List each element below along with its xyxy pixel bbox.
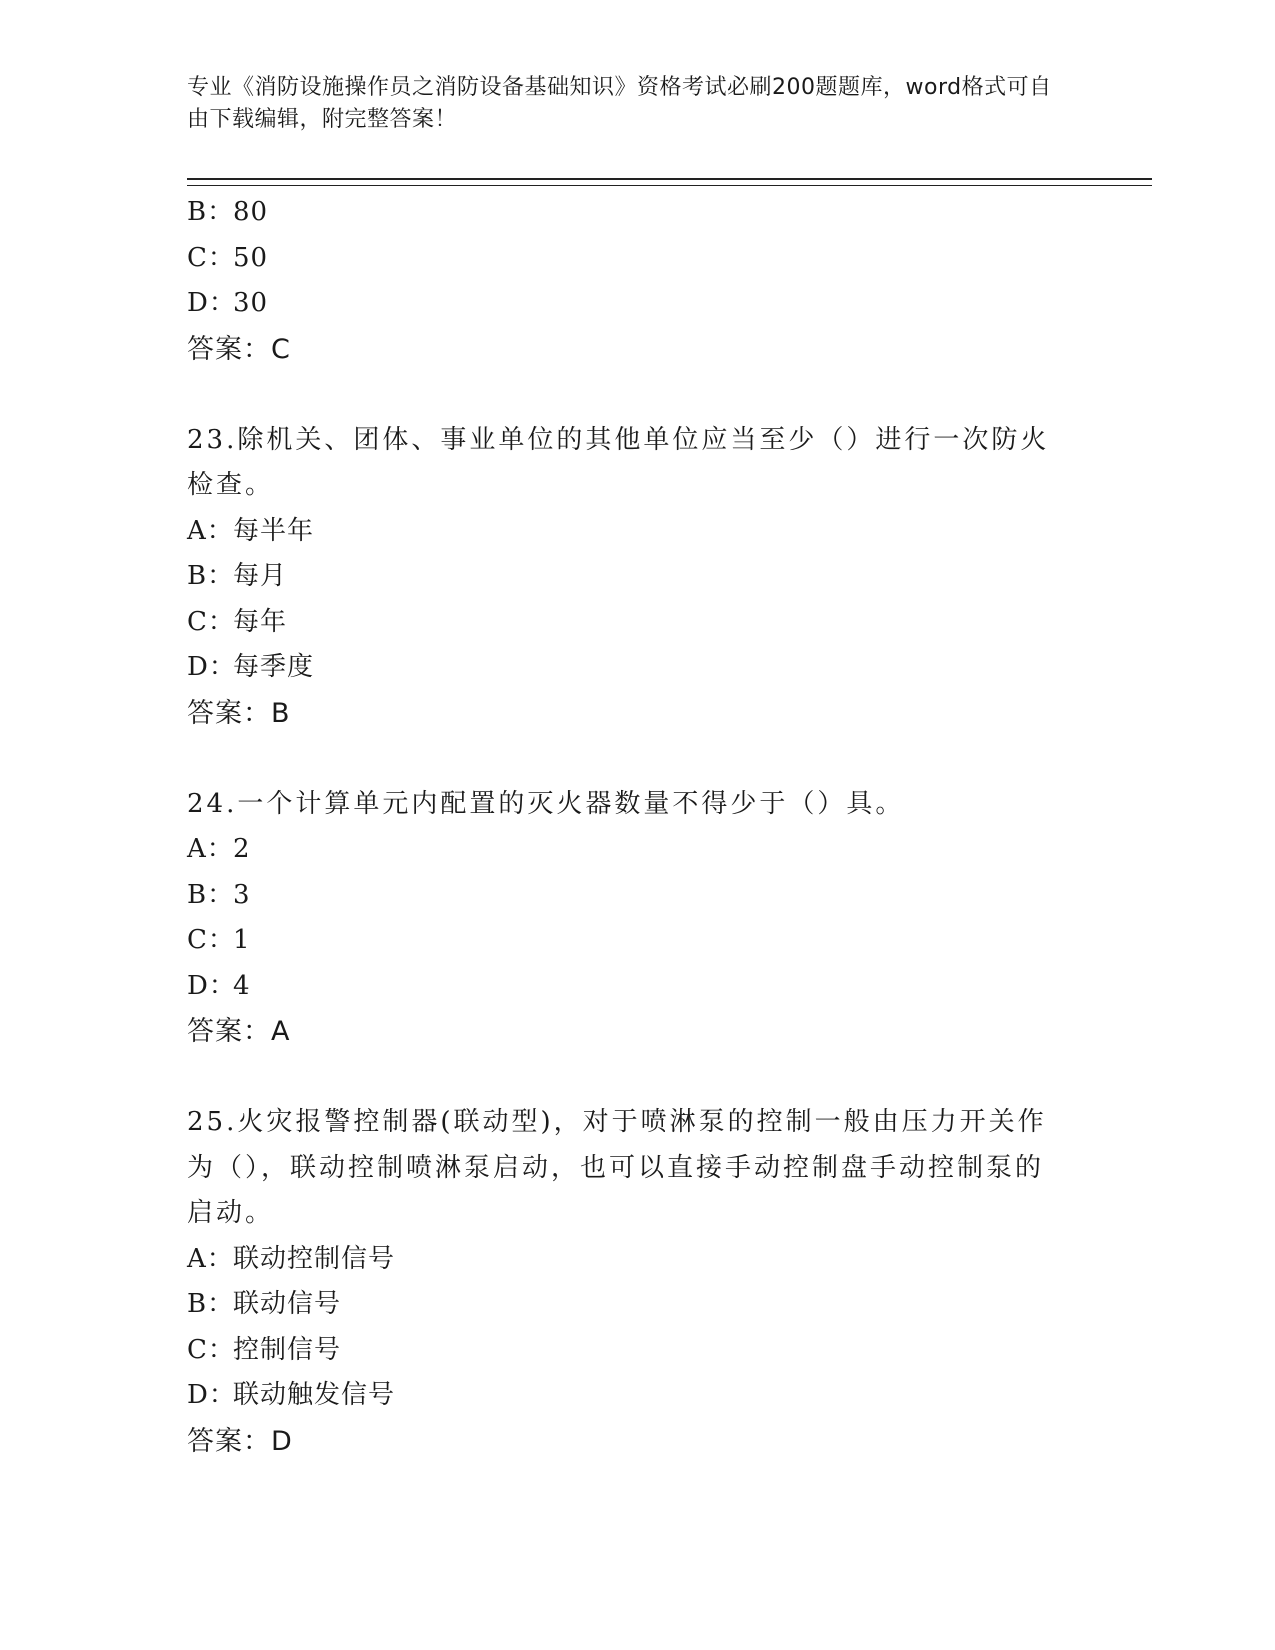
question-stem: 25.火灾报警控制器(联动型)，对于喷淋泵的控制一般由压力开关作为（），联动控制喷淋泵启动，也可以直接手动控制盘手动控制泵的启动。 [187,1107,1047,1228]
option-b: B：80 [187,197,269,227]
answer-line: 答案：B [187,697,291,729]
option-a: A：2 [187,834,251,864]
question-list [187,190,1087,1464]
answer-line: 答案：D [187,1425,293,1457]
option-d: D：联动触发信号 [187,1380,396,1410]
question-stem: 24.一个计算单元内配置的灭火器数量不得少于（）具。 [187,788,905,819]
page-header: 专业《消防设施操作员之消防设备基础知识》资格考试必刷200题题库，word格式可自由下载编辑，附完整答案！ [187,75,1052,132]
option-d: D：4 [187,970,251,1001]
option-c: C：每年 [187,606,288,637]
option-d: D：30 [187,288,269,318]
option-c: C：控制信号 [187,1334,342,1365]
question-stem: 23.除机关、团体、事业单位的其他单位应当至少（）进行一次防火检查。 [187,424,1050,500]
header-divider [187,178,1152,186]
option-b: B：3 [187,879,251,910]
option-d: D：每季度 [187,652,315,682]
option-c: C：50 [187,242,269,273]
option-b: B：联动信号 [187,1289,342,1319]
option-a: A：联动控制信号 [187,1243,396,1274]
answer-line: 答案：C [187,333,291,365]
option-b: B：每月 [187,561,288,591]
option-c: C：1 [187,925,251,955]
option-a: A：每半年 [187,515,315,546]
answer-line: 答案：A [187,1016,291,1047]
